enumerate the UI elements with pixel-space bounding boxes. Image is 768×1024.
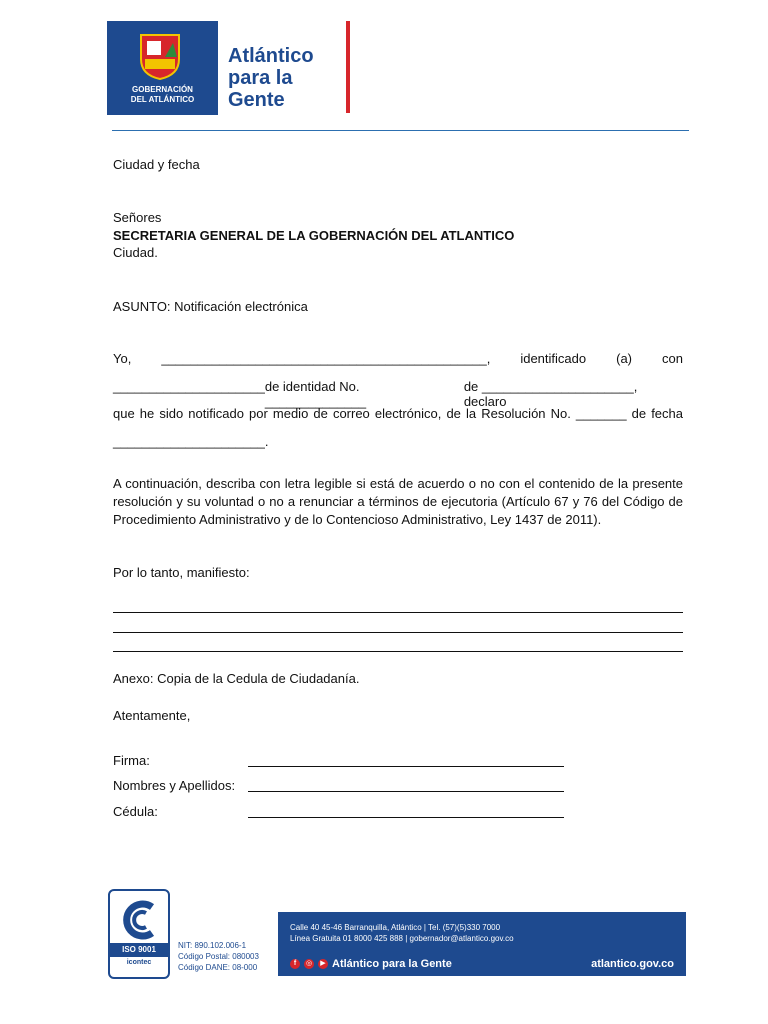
- facebook-icon[interactable]: f: [290, 959, 300, 969]
- signature-label: Firma:: [113, 753, 150, 768]
- annex-note: Anexo: Copia de la Cedula de Ciudadanía.: [113, 671, 360, 686]
- signature-line[interactable]: [248, 766, 564, 767]
- salutation: Señores: [113, 210, 162, 225]
- brand-slogan: Atlántico para la Gente: [228, 45, 314, 111]
- icontec-logo-icon: [116, 897, 162, 943]
- gobernacion-logo: [107, 21, 218, 115]
- contact-info: Calle 40 45-46 Barranquilla, Atlántico | Tel. (57)(5)330 7000 Línea Gratuita 01 8000 425 888 | gobernador@atlantico.gov.co: [290, 923, 514, 943]
- instagram-icon[interactable]: ◎: [305, 960, 313, 967]
- recipient-city: Ciudad.: [113, 245, 158, 260]
- statement-line-2: _____________________ de identidad No. ______________ de _____________________, declaro: [113, 379, 638, 409]
- id-line[interactable]: [248, 817, 564, 818]
- header-divider: [346, 21, 350, 113]
- id-label: Cédula:: [113, 804, 158, 819]
- statement-line-4: _____________________.: [113, 434, 269, 449]
- footer-banner: [278, 912, 686, 976]
- gobernacion-label: GOBERNACIÓN DEL ATLÁNTICO: [130, 85, 195, 104]
- manifest-line[interactable]: [113, 651, 683, 652]
- statement-line-1: Yo, _____________________________________________, identificado (a) con: [113, 351, 683, 366]
- header-rule: [112, 130, 689, 131]
- city-date: Ciudad y fecha: [113, 157, 200, 172]
- manifest-line[interactable]: [113, 632, 683, 633]
- instructions-paragraph: A continuación, describa con letra legible si está de acuerdo o no con el contenido de la presente resolución y su voluntad o no a renunciar a términos de ejecutoria (Artículo 67 y 76 del Código de Procedimiento Administrativo y de lo Contencioso Administrativo, Ley 1437 de 2011).: [113, 476, 683, 527]
- website-link[interactable]: atlantico.gov.co: [591, 958, 674, 970]
- icontec-label: icontec: [126, 959, 152, 966]
- subject: ASUNTO: Notificación electrónica: [113, 299, 308, 314]
- iso-label: ISO 9001: [110, 943, 168, 957]
- names-line[interactable]: [248, 791, 564, 792]
- names-label: Nombres y Apellidos:: [113, 778, 236, 793]
- recipient: SECRETARIA GENERAL DE LA GOBERNACIÓN DEL ATLANTICO: [113, 228, 515, 243]
- statement-line-3: que he sido notificado por medio de correo electrónico, de la Resolución No. _______ de fecha: [113, 406, 683, 421]
- closing: Atentamente,: [113, 708, 191, 723]
- coat-of-arms-icon: [137, 31, 183, 81]
- youtube-icon[interactable]: ▶: [318, 959, 328, 969]
- manifest-line[interactable]: [113, 612, 683, 613]
- iso-certification-badge: [108, 889, 170, 979]
- institution-codes: NIT: 890.102.006-1 Código Postal: 080003 Código DANE: 08-000: [178, 941, 259, 972]
- manifest-label: Por lo tanto, manifiesto:: [113, 565, 250, 580]
- social-slogan: f ◎ ▶ Atlántico para la Gente: [290, 958, 452, 970]
